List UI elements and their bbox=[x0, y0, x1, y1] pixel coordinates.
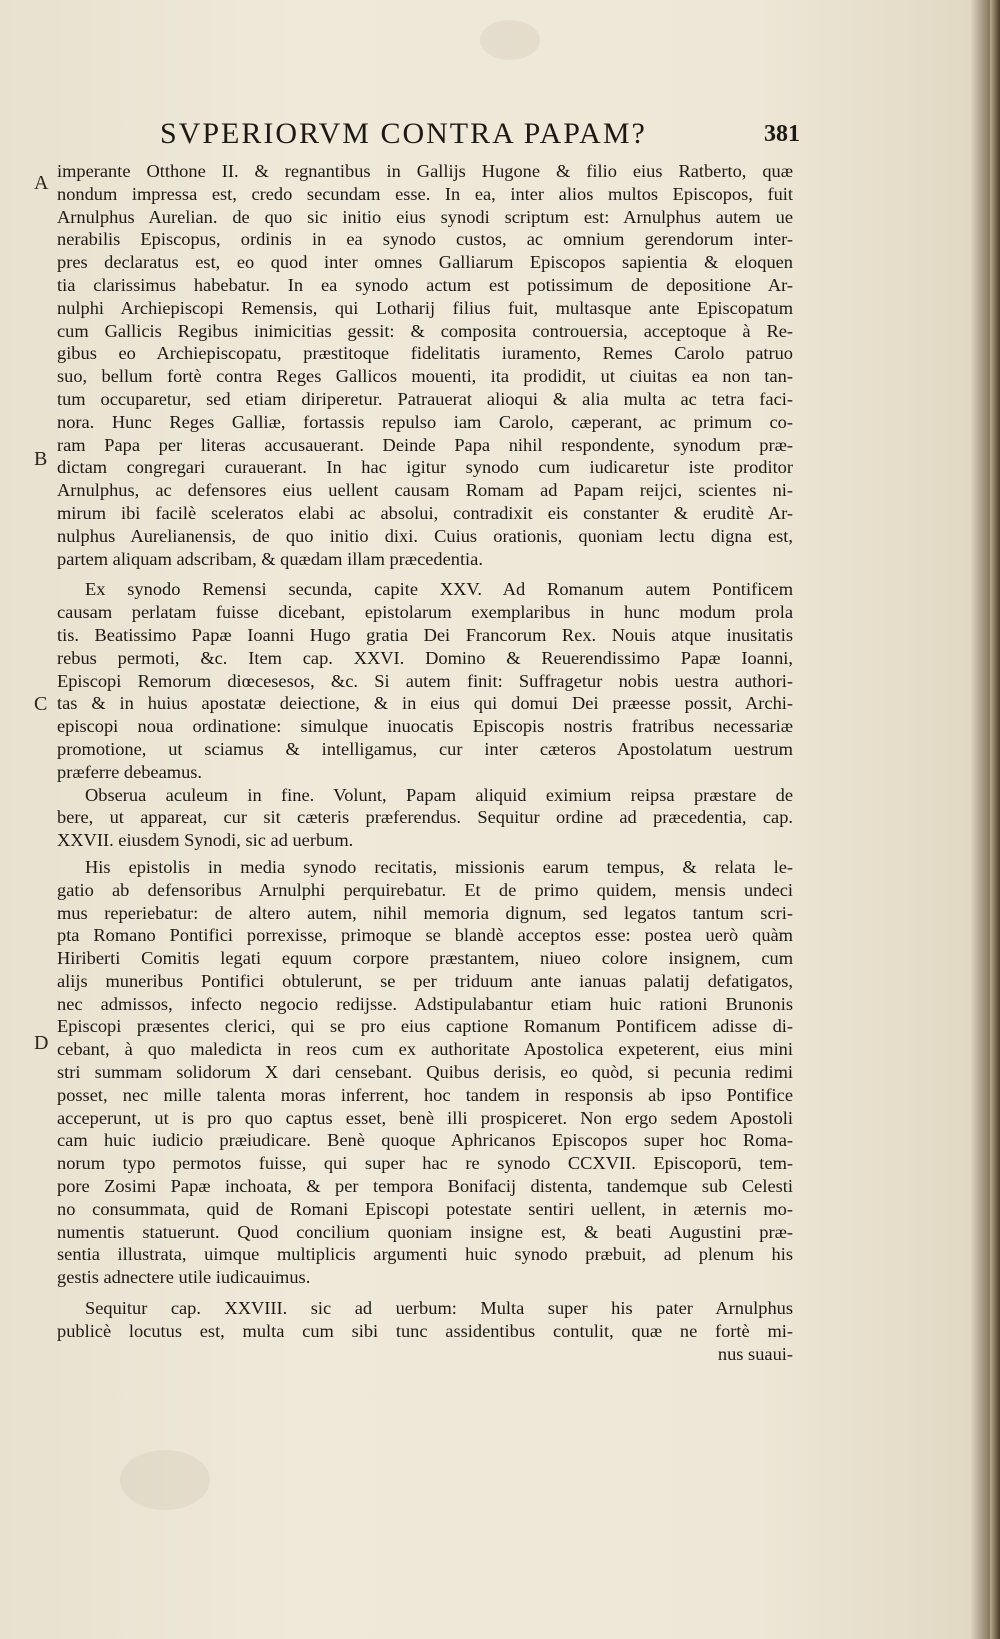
text-line: partem aliquam adscribam, & quædam illam præcedentia. bbox=[57, 548, 483, 569]
text-line: tia clarissimus habebatur. In ea synodo actum est potissimum de depositione Ar- bbox=[57, 274, 793, 295]
text-line: nulphus Aurelianensis, de quo initio dixi. Cuius orationis, quoniam lectu digna est, bbox=[57, 525, 793, 546]
paragraph bbox=[57, 784, 793, 852]
paragraph bbox=[57, 160, 793, 570]
text-line: ram Papa per literas accusauerant. Deinde Papa nihil respondente, synodum præ- bbox=[57, 434, 793, 455]
text-line: alijs muneribus Pontifici obtulerunt, se per triduum ante ianuas palatij defatigatos, bbox=[57, 970, 793, 991]
text-line: cum Gallicis Regibus inimicitias gessit: & composita controuersia, acceptoque à Re- bbox=[57, 320, 793, 341]
text-line: nondum impressa est, credo secundam esse. In ea, inter alios multos Episcopos, fuit bbox=[57, 183, 793, 204]
text-line: dictam congregari curauerant. In hac igitur synodo cum iudicaretur iste proditor bbox=[57, 457, 793, 478]
text-line: cebant, à quo maledicta in reos cum ex authoritate Apostolica expeterent, eius mini bbox=[57, 1039, 793, 1060]
text-line: rebus permoti, &c. Item cap. XXVI. Domino & Reuerendissimo Papæ Ioanni, bbox=[57, 647, 793, 668]
text-line: nulphi Archiepiscopi Remensis, qui Lotharij filius fuit, multasque ante Episcopatum bbox=[57, 297, 793, 318]
text-line: numentis statuerunt. Quod concilium quoniam insigne est, & beati Augustini præ- bbox=[57, 1221, 793, 1242]
text-line: gestis adnectere utile iudicauimus. bbox=[57, 1267, 311, 1288]
text-line: nerabilis Episcopus, ordinis in ea synodo custos, ac omnium gerendorum inter- bbox=[57, 229, 793, 250]
body-text bbox=[57, 160, 793, 1365]
margin-letter-c: C bbox=[34, 693, 48, 715]
text-line: Hiriberti Comitis legati equum corpore præstantem, niueo colore insignem, cum bbox=[57, 948, 793, 969]
text-line: mirum ibi facilè sceleratos elabi ac absolui, contradixit eis constanter & eruditè Ar- bbox=[57, 502, 793, 523]
text-line: stri summam solidorum X dari censebant. Quibus derisis, eo quòd, si pecunia redimi bbox=[57, 1062, 793, 1083]
text-line: præferre debeamus. bbox=[57, 761, 203, 782]
catchword: nus suaui- bbox=[717, 1343, 793, 1364]
text-line: tum occuparetur, sed etiam diriperetur. Patrauerat alioqui & alia multa ac tetra faci- bbox=[57, 388, 793, 409]
text-line: Arnulphus Aurelian. de quo sic initio eius synodi scriptum est: Arnulphus autem ue bbox=[57, 206, 793, 227]
text-line: publicè locutus est, multa cum sibi tunc assidentibus contulit, quæ ne fortè mi- bbox=[57, 1320, 793, 1341]
text-line: acceperunt, ut is pro quo captus esset, benè illi prospiceret. Non ergo sedem Apostoli bbox=[57, 1107, 793, 1128]
page-edge bbox=[990, 0, 1000, 1639]
text-line: Sequitur cap. XXVIII. sic ad uerbum: Multa super his pater Arnulphus bbox=[85, 1298, 793, 1319]
text-line: pore Zosimi Papæ inchoata, & per tempora Bonifacij distenta, tandemque sub Celesti bbox=[57, 1176, 793, 1197]
margin-letter-d: D bbox=[34, 1032, 49, 1054]
text-line: pres declaratus est, eo quod inter omnes Galliarum Episcopos sapientia & eloquen bbox=[57, 252, 793, 273]
text-line: bere, ut appareat, cur sit cæteris præferendus. Sequitur ordine ad præcedentia, cap. bbox=[57, 807, 793, 828]
text-line: sentia illustrata, uimque multiplicis argumenti huic synodo præbuit, ad plenum his bbox=[57, 1244, 793, 1265]
text-line: XXVII. eiusdem Synodi, sic ad uerbum. bbox=[57, 830, 354, 851]
text-line: causam perlatam fuisse dicebant, epistolarum exemplaribus in hunc modum prola bbox=[57, 602, 793, 623]
paragraph bbox=[57, 1297, 793, 1365]
text-line: norum typo permotos fuisse, qui super hac re synodo CCXVII. Episcoporū, tem- bbox=[57, 1153, 793, 1174]
paper-stain bbox=[480, 20, 540, 60]
text-line: promotione, ut sciamus & intelligamus, cur inter cæteros Apostolatum uestrum bbox=[57, 738, 793, 759]
text-line: episcopi noua ordinatione: simulque inuocatis Episcopis nostris fratribus necessariæ bbox=[57, 716, 793, 737]
text-line: pta Romano Pontifici porrexisse, primoque se blandè acceptos esse: postea uerò quàm bbox=[57, 925, 793, 946]
text-line: Episcopi Remorum diœcesesos, &c. Si autem finit: Suffragetur nobis uestra authori- bbox=[57, 670, 793, 691]
paragraph bbox=[57, 856, 793, 1289]
page-number: 381 bbox=[764, 121, 800, 147]
text-line: gibus eo Archiepiscopatu, præstitoque fidelitatis iuramento, Remes Carolo patruo bbox=[57, 343, 793, 364]
text-line: no consummata, quid de Romani Episcopi potestate sentiri uellent, in æternis mo- bbox=[57, 1198, 793, 1219]
text-line: His epistolis in media synodo recitatis, missionis earum tempus, & relata le- bbox=[85, 856, 793, 877]
text-line: suo, bellum fortè contra Reges Gallicos mouenti, ita prodidit, ut ciuitas ea non tan- bbox=[57, 366, 793, 387]
text-line: gatio ab defensoribus Arnulphi perquirebatur. Et de primo quidem, mensis undeci bbox=[57, 879, 793, 900]
paper-stain bbox=[120, 1450, 210, 1510]
text-line: posset, nec mille talenta moras inferrent, hoc tandem in responsis ab ipso Pontifice bbox=[57, 1084, 793, 1105]
text-line: Obserua aculeum in fine. Volunt, Papam aliquid eximium reipsa præstare de bbox=[85, 784, 793, 805]
text-line: Ex synodo Remensi secunda, capite XXV. Ad Romanum autem Pontificem bbox=[85, 579, 793, 600]
paragraph-gap bbox=[57, 1289, 793, 1297]
text-line: imperante Otthone II. & regnantibus in Gallijs Hugone & filio eius Ratberto, quæ bbox=[57, 161, 793, 181]
text-line: Episcopi præsentes clerici, qui se pro eius captione Romanum Pontificem adisse di- bbox=[57, 1016, 793, 1037]
text-line: tis. Beatissimo Papæ Ioanni Hugo gratia Dei Francorum Rex. Nouis atque inusitatis bbox=[57, 624, 793, 645]
text-line: nec admissos, infecto negocio redijsse. Adstipulabantur etiam huic rationi Brunonis bbox=[57, 993, 793, 1014]
text-line: nora. Hunc Reges Galliæ, fortassis repulso iam Carolo, cæperant, ac primum co- bbox=[57, 411, 793, 432]
paragraph-gap bbox=[57, 570, 793, 578]
text-line: cam huic iudicio præiudicare. Benè quoque Aphricanos Episcopos super hoc Roma- bbox=[57, 1130, 793, 1151]
margin-letter-a: A bbox=[34, 172, 49, 194]
margin-letter-b: B bbox=[34, 448, 48, 470]
text-line: tas & in huius apostatæ deiectione, & in eius qui domui Dei præesse possit, Archi- bbox=[57, 693, 793, 714]
page-header bbox=[160, 117, 800, 157]
text-line: Arnulphus, ac defensores eius uellent causam Romam ad Papam reijci, scientes ni- bbox=[57, 480, 793, 501]
paragraph bbox=[57, 578, 793, 783]
text-line: mus reperiebatur: de altero autem, nihil memoria dignum, sed legatos tantum scri- bbox=[57, 902, 793, 923]
running-title: SVPERIORVM CONTRA PAPAM? bbox=[160, 117, 647, 150]
